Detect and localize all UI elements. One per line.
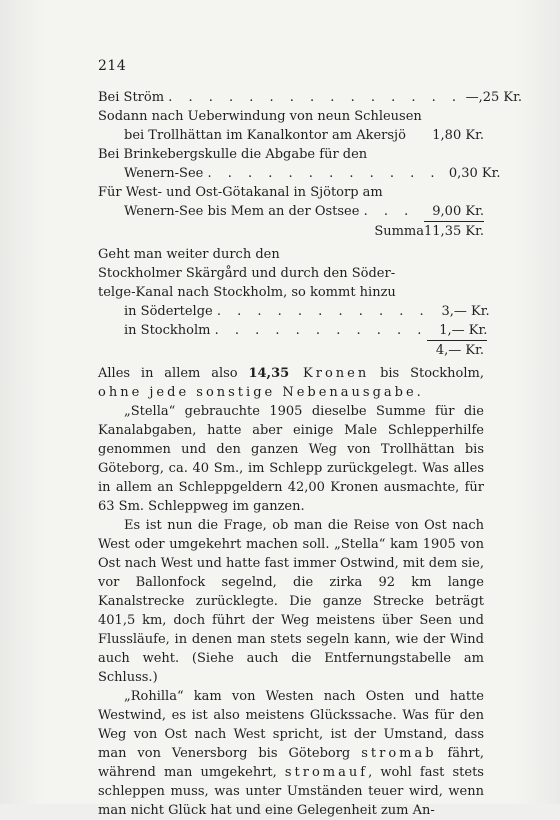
body-paragraph: „Rohilla“ kam von Westen nach Osten und hatte Westwind, es ist also meistens Glückssache. Was für den Weg von Ost nach West spricht, ist der Umstand, dass man von Venersborg bis Göteborg stromab fährt, während man umgekehrt, stromauf, wohl fast stets schleppen muss, was unter Umständen teuer wird, wenn man nicht Glück hat und eine Gelegenheit zum An- <box>98 689 484 818</box>
cost-row <box>98 183 484 202</box>
summa-amount: 11,35 Kr. <box>424 224 484 239</box>
cost-label: Sodann nach Ueberwindung von neun Schleusen <box>98 109 422 124</box>
leader-dots: . . . <box>363 204 415 219</box>
stockholm-total-row <box>98 341 484 360</box>
stockholm-line: telge-Kanal nach Stockholm, so kommt hinzu <box>98 285 396 300</box>
cost-row <box>98 321 488 341</box>
cost-row <box>98 88 523 107</box>
cost-row <box>98 107 484 126</box>
cost-label: Wenern-See bis Mem an der Ostsee <box>124 204 360 219</box>
cost-label: in Södertelge <box>124 304 213 319</box>
page-content <box>98 88 523 820</box>
leader-dots: . . . . . . . . . . . . . . . <box>168 90 463 105</box>
stockholm-line: Stockholmer Skärgård und durch den Söder- <box>98 266 396 281</box>
cost-amount: 0,30 Kr. <box>448 166 501 181</box>
total-amount: 14,35 <box>248 366 290 381</box>
summa-row <box>98 222 484 241</box>
leader-dots: . . . . . . . . . . . . <box>207 166 441 181</box>
alles-paragraph: Alles in allem also 14,35 Kronen bis Stockholm, ohne jede sonstige Nebenausgabe. <box>98 366 485 400</box>
cost-label: bei Trollhättan im Kanalkontor am Akersjö <box>124 128 406 143</box>
cost-row <box>98 202 484 222</box>
cost-table <box>98 88 523 241</box>
cost-row <box>98 145 484 164</box>
cost-amount: 1,— Kr. <box>427 321 487 341</box>
page-number: 214 <box>98 58 127 74</box>
cost-label: Für West- und Ost-Götakanal in Sjötorp am <box>98 185 383 200</box>
cost-row <box>98 302 490 321</box>
leader-dots: . . . . . . . . . . . <box>216 304 430 319</box>
cost-row <box>98 164 501 183</box>
cost-row <box>98 126 484 145</box>
cost-label: Bei Ström <box>98 90 165 105</box>
cost-label: Wenern-See <box>124 166 204 181</box>
cost-label: in Stockholm <box>124 323 211 338</box>
stockholm-line: Geht man weiter durch den <box>98 247 280 262</box>
cost-amount: 1,80 Kr. <box>432 128 484 143</box>
stockholm-section <box>98 245 490 360</box>
cost-amount: —,25 Kr. <box>465 90 523 105</box>
cost-amount: 9,00 Kr. <box>424 202 484 222</box>
body-paragraph: Es ist nun die Frage, ob man die Reise von Ost nach West oder umgekehrt machen soll. „Stella“ kam 1905 von Ost nach West und hatte fast immer Ostwind, mit dem sie, vor Ballonfock segelnd, die zirka 92 km lange Kanalstrecke zurücklegte. Die ganze Strecke beträgt 401,5 km, doch führt der Weg meistens über Seen und Flussläufe, in denen man stets segeln kann, wie der Wind auch weht. (Siehe auch die Entfernungstabelle am Schluss.) <box>98 518 484 685</box>
stockholm-total: 4,— Kr. <box>435 343 484 358</box>
leader-dots: . . . . . . . . . . . <box>214 323 428 338</box>
cost-label: Bei Brinkebergskulle die Abgabe für den <box>98 147 368 162</box>
cost-amount: 3,— Kr. <box>441 304 490 319</box>
summa-label: Summa <box>374 224 424 239</box>
body-paragraph: „Stella“ gebrauchte 1905 dieselbe Summe für die Kanalabgaben, hatte aber einige Male Schlepperhilfe genommen und den ganzen Weg von Trollhättan bis Göteborg, ca. 40 Sm., im Schlepp zurückgelegt. Was alles in allem an Schleppgeldern 42,00 Kronen ausmachte, für 63 Sm. Schleppweg im ganzen. <box>98 404 484 514</box>
